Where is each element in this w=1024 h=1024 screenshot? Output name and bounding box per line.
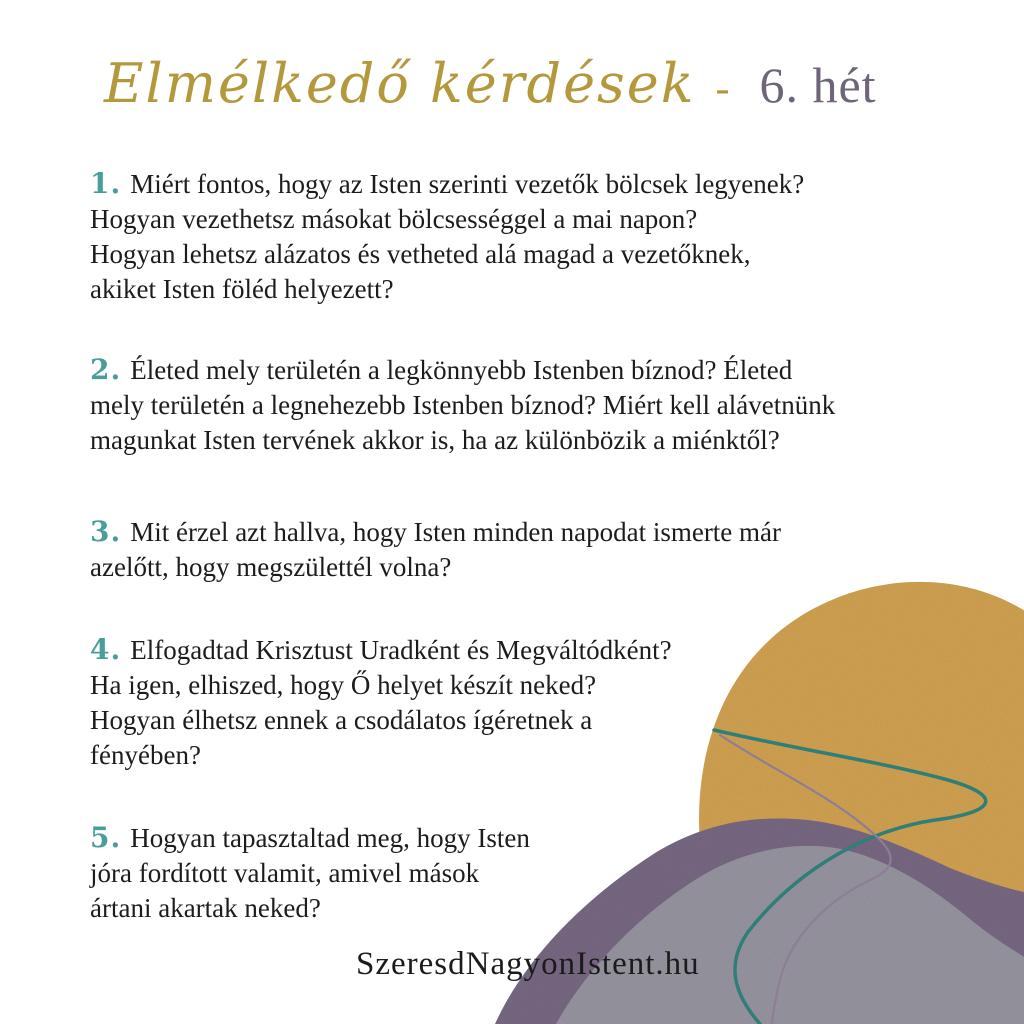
- question-number: 1.: [90, 167, 122, 200]
- title-separator: -: [715, 66, 730, 112]
- question-line: [90, 820, 1005, 856]
- question-line: fényében?: [90, 740, 201, 770]
- question-line: [90, 514, 1005, 550]
- question-line: akiket Isten föléd helyezett?: [90, 274, 394, 304]
- website-watermark: SzeresdNagyonIstent.hu: [356, 946, 700, 982]
- question-number: 3.: [90, 515, 122, 548]
- question-item-1: [90, 166, 1005, 307]
- question-item-3: [90, 514, 1005, 585]
- question-line: [90, 352, 1005, 388]
- question-text: Mit érzel azt hallva, hogy Isten minden napodat ismerte már: [130, 517, 782, 547]
- question-item-2: [90, 352, 1005, 458]
- question-number: 4.: [90, 633, 122, 666]
- question-item-4: [90, 632, 1005, 773]
- title-script-text: Elmélkedő kérdések: [104, 52, 696, 115]
- question-text: Elfogadtad Krisztust Uradként és Megváltódként?: [130, 635, 672, 665]
- question-text: Életed mely területén a legkönnyebb Istenben bíznod? Életed: [130, 355, 793, 385]
- question-line: [90, 166, 1005, 202]
- question-number: 5.: [90, 821, 122, 854]
- question-line: azelőtt, hogy megszülettél volna?: [90, 552, 452, 582]
- question-line: jóra fordított valamit, amivel mások: [90, 858, 480, 888]
- question-text: Hogyan tapasztaltad meg, hogy Isten: [130, 823, 530, 853]
- question-item-5: [90, 820, 1005, 926]
- question-line: ártani akartak neked?: [90, 893, 321, 923]
- question-text: Miért fontos, hogy az Isten szerinti vezetők bölcsek legyenek?: [130, 169, 805, 199]
- question-line: Hogyan vezethetsz másokat bölcsességgel a mai napon?: [90, 204, 698, 234]
- question-line: Ha igen, elhiszed, hogy Ő helyet készít neked?: [90, 670, 597, 700]
- question-number: 2.: [90, 353, 122, 386]
- question-line: mely területén a legnehezebb Istenben bíznod? Miért kell alávetnünk: [90, 390, 836, 420]
- question-line: Hogyan lehetsz alázatos és vetheted alá magad a vezetőknek,: [90, 239, 751, 269]
- page-title: [104, 52, 934, 115]
- question-line: Hogyan élhetsz ennek a csodálatos ígéretnek a: [90, 705, 593, 735]
- question-line: [90, 632, 1005, 668]
- question-line: magunkat Isten tervének akkor is, ha az különbözik a miénktől?: [90, 425, 780, 455]
- title-week-label: 6. hét: [759, 57, 877, 113]
